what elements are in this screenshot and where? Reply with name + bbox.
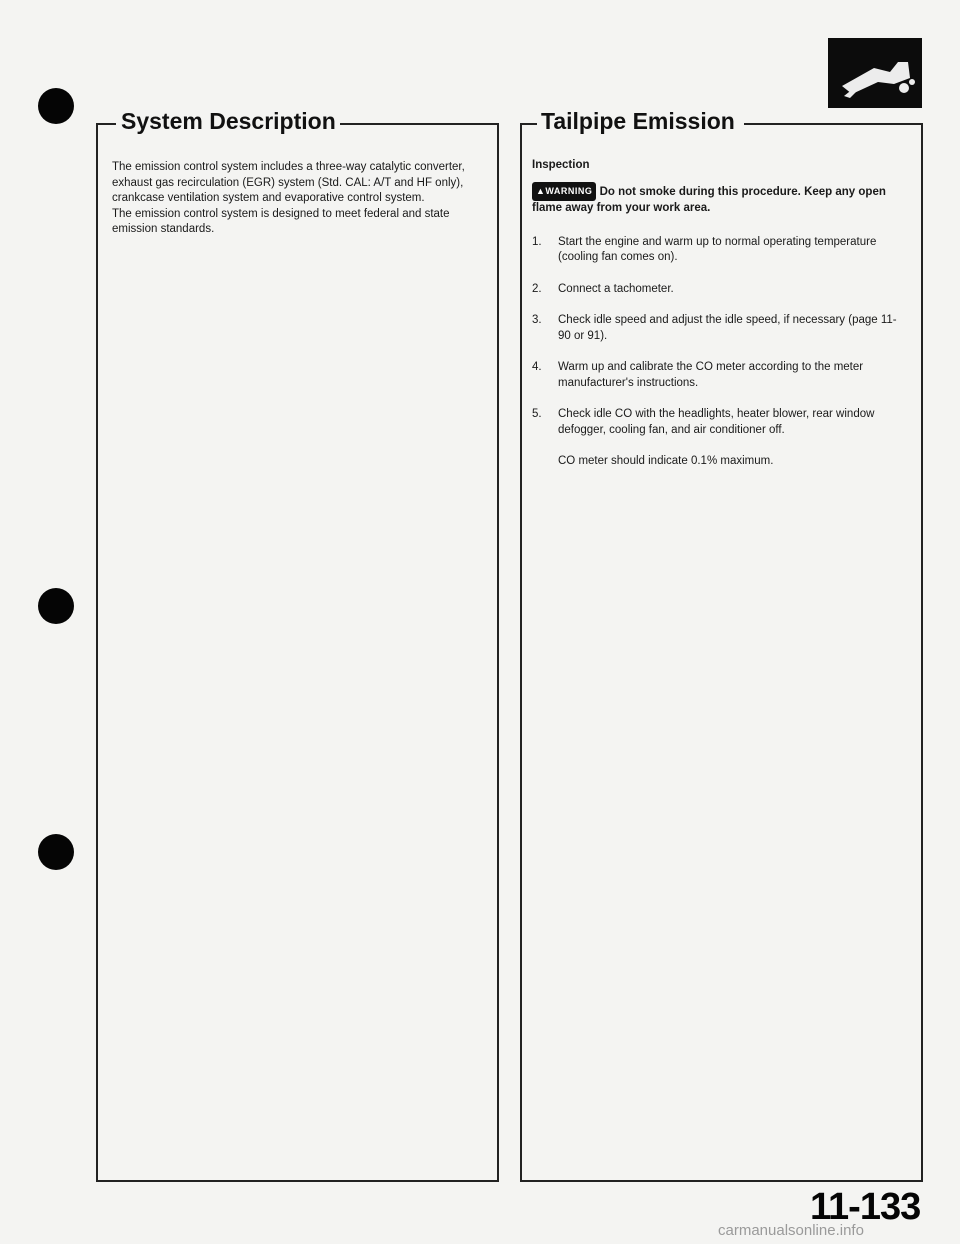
section-heading: System Description [117, 106, 340, 136]
binder-hole [38, 834, 74, 870]
divider [96, 123, 116, 125]
list-item [532, 407, 904, 438]
paragraph: The emission control system includes a three-way catalytic converter, exhaust gas recirculation (EGR) system (Std. CAL: A/T and HF only), crankcase ventilation system and evaporative control system. [112, 161, 465, 204]
step-text: Check idle speed and adjust the idle speed, if necessary (page 11-90 or 91). [558, 314, 897, 342]
warning-text: Do not smoke during this procedure. Keep any open flame away from your work area. [532, 185, 886, 214]
binder-hole [38, 588, 74, 624]
paragraph: The emission control system is designed to meet federal and state emission standards. [112, 207, 450, 235]
divider [520, 123, 538, 125]
divider [744, 123, 923, 125]
step-text: Connect a tachometer. [558, 282, 674, 295]
binder-hole [38, 88, 74, 124]
step-number: 2. [532, 282, 542, 295]
step-text: Check idle CO with the headlights, heater blower, rear window defogger, cooling fan, and air conditioner off. [558, 408, 875, 436]
step-text: Start the engine and warm up to normal operating temperature (cooling fan comes on). [558, 235, 877, 263]
subheading: Inspection [532, 159, 590, 171]
section-heading: Tailpipe Emission [537, 106, 739, 136]
step-number: 4. [532, 361, 542, 373]
system-description-panel [96, 124, 499, 1182]
note-text: CO meter should indicate 0.1% maximum. [558, 455, 774, 467]
warning-badge: ▲WARNING [532, 182, 596, 202]
step-number: 1. [532, 235, 542, 248]
step-text: Warm up and calibrate the CO meter according to the meter manufacturer's instructions. [558, 361, 864, 389]
list-item [532, 313, 904, 344]
divider [326, 123, 499, 125]
list-item [532, 360, 904, 391]
list-item [532, 282, 904, 298]
warning-block [532, 182, 904, 217]
inspection-content [532, 158, 904, 470]
page-number: 11-133 [810, 1186, 921, 1228]
step-number: 3. [532, 314, 542, 326]
description-text [112, 160, 480, 238]
watermark: carmanualsonline.info [718, 1222, 864, 1239]
emissions-section-icon [828, 38, 922, 108]
step-number: 5. [532, 408, 542, 420]
list-item [532, 235, 904, 266]
